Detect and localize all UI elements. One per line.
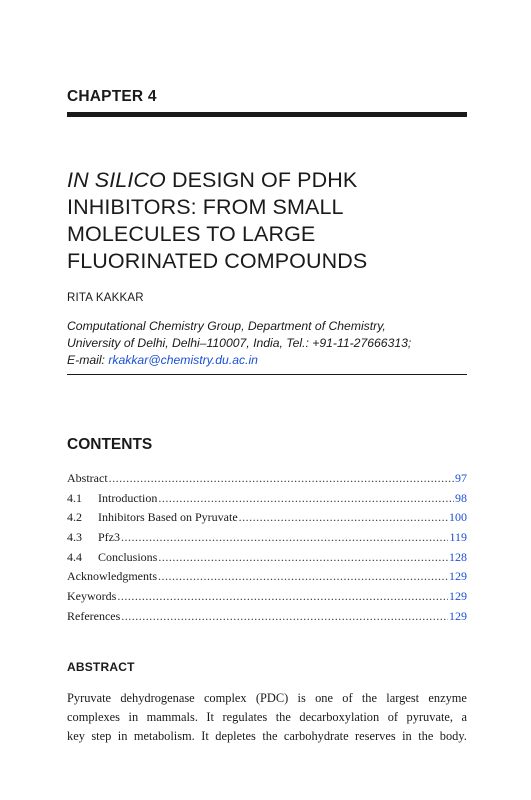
abstract-word: It (201, 729, 209, 743)
abstract-word: is (297, 691, 306, 705)
toc-page-link[interactable]: 129 (449, 589, 467, 604)
toc-item-references[interactable] (67, 609, 467, 629)
title-line-2: INHIBITORS: FROM SMALL (67, 195, 344, 219)
abstract-word: carbohydrate (283, 729, 349, 743)
abstract-word: the (418, 729, 434, 743)
toc-leader-dots (158, 491, 454, 506)
email-link[interactable]: rkakkar@chemistry.du.ac.in (108, 353, 258, 367)
toc-page-link[interactable]: 97 (455, 471, 467, 485)
abstract-word: body. (439, 729, 467, 743)
toc-item-abstract[interactable] (67, 471, 467, 491)
abstract-word: key (67, 729, 85, 743)
abstract-word: in (117, 729, 128, 743)
toc-page-link[interactable]: 128 (449, 549, 467, 564)
affiliation-line-1: Computational Chemistry Group, Department of Chemistry, (67, 319, 386, 333)
abstract-word: It (206, 710, 214, 724)
toc-label: Abstract (67, 471, 108, 485)
toc-leader-dots (117, 589, 448, 604)
toc-label: Inhibitors Based on Pyruvate (98, 510, 238, 525)
toc-leader-dots (158, 550, 448, 565)
toc-page-link[interactable]: 119 (449, 530, 467, 545)
title-line-1 (67, 167, 467, 194)
abstract-word: in (402, 729, 412, 743)
toc-page-link[interactable]: 129 (449, 569, 467, 584)
abstract-word: reserves (355, 729, 396, 743)
toc-section-number: 4.1 (67, 490, 82, 505)
affiliation-line-3 (67, 352, 467, 369)
toc-item-introduction[interactable] (67, 491, 467, 511)
abstract-word: mammals. (146, 710, 198, 724)
abstract-word: Pyruvate (67, 691, 112, 705)
abstract-word: regulates (222, 710, 268, 724)
toc-leader-dots (121, 530, 448, 545)
title-line-4: FLUORINATED COMPOUNDS (67, 249, 368, 273)
abstract-body (67, 689, 467, 746)
abstract-word: largest (386, 691, 420, 705)
contents-heading: CONTENTS (67, 436, 153, 453)
abstract-word: in (128, 710, 139, 724)
chapter-title (67, 167, 467, 275)
abstract-word: the (275, 710, 291, 724)
abstract-word: step (91, 729, 112, 743)
abstract-word: depletes (215, 729, 256, 743)
abstract-word: enzyme (428, 691, 467, 705)
toc-section-number: 4.4 (67, 549, 82, 564)
toc-page-link[interactable]: 100 (449, 510, 467, 525)
toc-leader-dots (109, 471, 454, 486)
abstract-word: of (387, 710, 399, 724)
toc-item-conclusions[interactable] (67, 550, 467, 570)
abstract-word: complex (203, 691, 247, 705)
affiliation-rule (67, 374, 467, 375)
author-affiliation (67, 318, 467, 369)
abstract-line-3 (67, 727, 467, 746)
toc-item-pfz3[interactable] (67, 530, 467, 550)
abstract-line-2 (67, 708, 467, 727)
toc-label: Keywords (67, 589, 117, 604)
toc-leader-dots (239, 510, 448, 525)
toc-item-keywords[interactable] (67, 589, 467, 609)
abstract-word: of (342, 691, 353, 705)
toc-leader-dots (158, 569, 448, 584)
chapter-label: CHAPTER 4 (67, 88, 157, 105)
toc-section-number: 4.2 (67, 510, 82, 525)
title-line-1-rest: DESIGN OF PDHK (165, 168, 358, 192)
toc-label: Acknowledgments (67, 569, 157, 584)
email-prefix: E-mail: (67, 353, 109, 367)
abstract-word: the (262, 729, 278, 743)
toc-page-link[interactable]: 129 (449, 608, 467, 623)
chapter-rule (67, 112, 467, 117)
affiliation-line-2: University of Delhi, Delhi–110007, India, Tel.: +91-11-27666313; (67, 336, 412, 350)
abstract-word: decarboxylation (299, 710, 380, 724)
abstract-word: dehydrogenase (120, 691, 195, 705)
toc-label: Introduction (98, 490, 158, 505)
abstract-word: one (315, 691, 333, 705)
toc-item-inhibitors[interactable] (67, 510, 467, 530)
toc-label: References (67, 608, 121, 623)
abstract-heading: ABSTRACT (67, 660, 135, 674)
abstract-word: the (361, 691, 377, 705)
table-of-contents (67, 471, 467, 629)
toc-label: Conclusions (98, 549, 158, 564)
abstract-word: a (461, 710, 467, 724)
abstract-word: pyruvate, (406, 710, 453, 724)
abstract-word: metabolism. (133, 729, 195, 743)
abstract-word: (PDC) (255, 691, 289, 705)
title-italic-term: IN SILICO (67, 168, 166, 192)
toc-label: Pfz3 (98, 530, 120, 545)
toc-section-number: 4.3 (67, 530, 82, 545)
toc-leader-dots (121, 609, 448, 624)
toc-item-acknowledgments[interactable] (67, 569, 467, 589)
abstract-word: complexes (67, 710, 120, 724)
abstract-line-1 (67, 689, 467, 708)
title-line-3: MOLECULES TO LARGE (67, 222, 316, 246)
author-name: RITA KAKKAR (67, 292, 144, 304)
toc-page-link[interactable]: 98 (455, 490, 467, 505)
